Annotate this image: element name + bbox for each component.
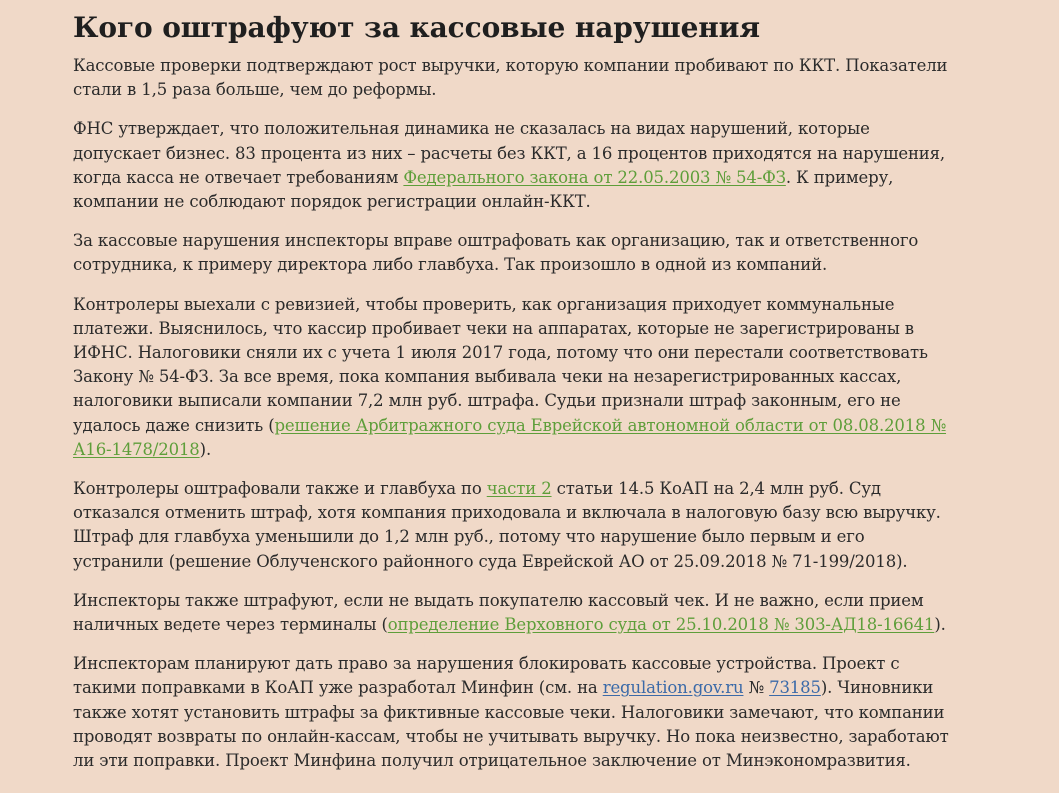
article	[73, 8, 953, 788]
paragraph-7-text-2: №	[743, 678, 770, 698]
paragraph-4-text-1: Контролеры выехали с ревизией, чтобы проверить, как организация приходует коммунальные платежи. Выяснилось, что кассир пробивает чеки на аппаратах, которые не зарегистрированы в ИФНС. Налоговики сняли их с учета 1 июля 2017 года, потому что они перестали соответствовать Закону № 54-ФЗ. За все время, пока компания выбивала чеки на незарегистрированных кассах, налоговики выписали компании 7,2 млн руб. штрафа. Судьи признали штраф законным, его не удалось даже снизить (	[73, 294, 928, 435]
paragraph-7	[73, 652, 953, 773]
paragraph-6-text-1: Инспекторы также штрафуют, если не выдать покупателю кассовый чек. И не важно, если прием наличных ведете через терминалы (	[73, 590, 924, 635]
paragraph-5-text-2: статьи 14.5 КоАП на 2,4 млн руб. Суд отказался отменить штраф, хотя компания приходовала и включала в налоговую базу всю выручку. Штраф для главбуха уменьшили до 1,2 млн руб., потому что нарушение было первым и его устранили (решение Облученского районного суда Еврейской АО от 25.09.2018 № 71-199/2018).	[73, 479, 941, 571]
paragraph-7-text-3: ). Чиновники также хотят установить штрафы за фиктивные кассовые чеки. Налоговики замечают, что компании проводят возвраты по онлайн-кассам, чтобы не учитывать выручку. Но пока неизвестно, заработают ли эти поправки. Проект Минфина получил отрицательное заключение от Минэкономразвития.	[73, 678, 949, 771]
law-54fz-link[interactable]: Федерального закона от 22.05.2003 № 54-ФЗ	[403, 167, 786, 187]
paragraph-2-text-2: . К примеру, компании не соблюдают порядок регистрации онлайн-ККТ.	[73, 167, 894, 212]
koap-part-2-link[interactable]: части 2	[486, 479, 552, 499]
paragraph-7-text-1: Инспекторам планируют дать право за нарушения блокировать кассовые устройства. Проект с такими поправками в КоАП уже разработал Минфин (см. на	[73, 654, 900, 698]
project-73185-link[interactable]: 73185	[769, 678, 821, 698]
regulation-gov-link[interactable]: regulation.gov.ru	[602, 678, 744, 698]
paragraph-5	[73, 477, 953, 574]
paragraph-6	[73, 589, 953, 637]
paragraph-6-text-2: ).	[934, 615, 946, 635]
paragraph-4	[73, 293, 953, 462]
paragraph-3: За кассовые нарушения инспекторы вправе оштрафовать как организацию, так и ответственного сотрудника, к примеру директора либо главбуха. Так произошло в одной из компаний.	[73, 231, 919, 275]
paragraph-2	[73, 117, 953, 214]
arbitration-court-decision-link[interactable]: решение Арбитражного суда Еврейской автономной области от 08.08.2018 № А16-1478/2018	[73, 415, 947, 459]
paragraph-1: Кассовые проверки подтверждают рост выручки, которую компании пробивают по ККТ. Показатели стали в 1,5 раза больше, чем до реформы.	[73, 56, 948, 100]
article-title: Кого оштрафуют за кассовые нарушения	[73, 11, 760, 44]
supreme-court-ruling-link[interactable]: определение Верховного суда от 25.10.2018 № 303-АД18-16641	[387, 615, 935, 635]
paragraph-4-text-2: ).	[199, 439, 212, 459]
paragraph-5-text-1: Контролеры оштрафовали также и главбуха по	[73, 479, 487, 499]
paragraph-2-text-1: ФНС утверждает, что положительная динамика не сказалась на видах нарушений, которые допускает бизнес. 83 процента из них – расчеты без ККТ, а 16 процентов приходятся на нарушения, когда касса не отвечает требованиям	[73, 119, 946, 187]
